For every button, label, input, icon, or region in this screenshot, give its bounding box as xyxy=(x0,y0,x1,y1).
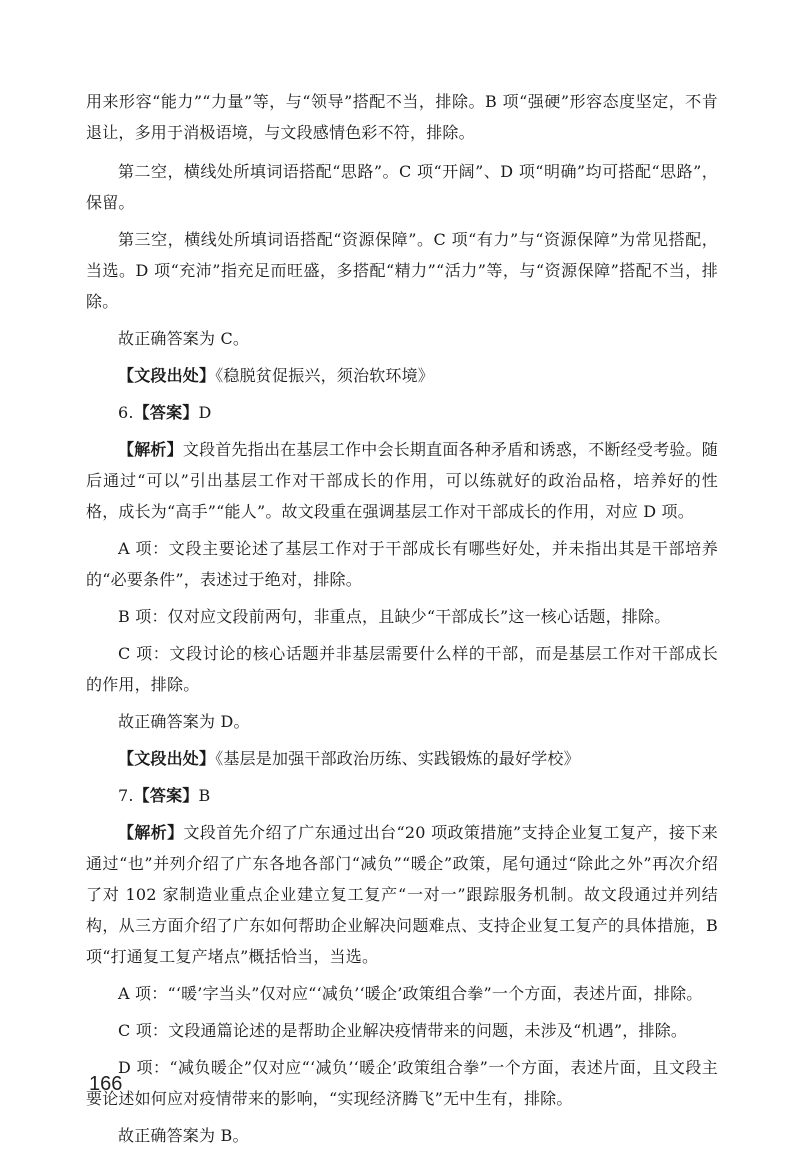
section-label: 【文段出处】 xyxy=(118,366,216,385)
paragraph xyxy=(86,978,718,1009)
paragraph xyxy=(86,706,718,737)
labeled-paragraph xyxy=(86,397,718,428)
paragraph-text: C 项：文段讨论的核心话题并非基层需要什么样的干部，而是基层工作对干部成长的作用，排除。 xyxy=(86,644,718,694)
labeled-paragraph xyxy=(86,780,718,811)
paragraph-text: B xyxy=(198,786,211,805)
page-number: 166 xyxy=(89,1073,123,1095)
paragraph-text: 用来形容“能力”“力量”等，与“领导”搭配不当，排除。B 项“强硬”形容态度坚定，不肯退让，多用于消极语境，与文段感情色彩不符，排除。 xyxy=(86,92,718,142)
paragraph-text: 第二空，横线处所填词语搭配“思路”。C 项“开阔”、D 项“明确”均可搭配“思路”，保留。 xyxy=(86,162,718,212)
paragraph xyxy=(86,1015,718,1046)
section-label: 【答案】 xyxy=(133,786,199,805)
paragraph-text: B 项：仅对应文段前两句，非重点，且缺少“干部成长”这一核心话题，排除。 xyxy=(118,607,671,626)
paragraph xyxy=(86,1052,718,1114)
paragraph-text: A 项：“‘暖’字当头”仅对应“‘减负’‘暖企’政策组合拳”一个方面，表述片面，排除。 xyxy=(118,984,703,1003)
paragraph xyxy=(86,601,718,632)
paragraph-text: D 项：“减负暖企”仅对应“‘减负’‘暖企’政策组合拳”一个方面，表述片面，且文段主要论述如何应对疫情带来的影响，“实现经济腾飞”无中生有，排除。 xyxy=(86,1058,718,1108)
paragraph-text: A 项：文段主要论述了基层工作对于干部成长有哪些好处，并未指出其是干部培养的“必要条件”，表述过于绝对，排除。 xyxy=(86,539,718,589)
paragraph xyxy=(86,86,718,148)
section-label: 【解析】 xyxy=(118,440,183,459)
section-label: 【答案】 xyxy=(133,403,199,422)
section-label: 【解析】 xyxy=(118,823,184,842)
paragraph-text: 故正确答案为 B。 xyxy=(118,1126,249,1145)
paragraph-text: D xyxy=(198,403,212,422)
labeled-paragraph xyxy=(86,360,718,391)
paragraph xyxy=(86,1120,718,1151)
paragraph-text: 故正确答案为 D。 xyxy=(118,712,250,731)
paragraph-text: 第三空，横线处所填词语搭配“资源保障”。C 项“有力”与“资源保障”为常见搭配，当选。D 项“充沛”指充足而旺盛，多搭配“精力”“活力”等，与“资源保障”搭配不当，排除。 xyxy=(86,230,718,311)
paragraph xyxy=(86,224,718,317)
paragraph xyxy=(86,156,718,218)
question-number: 7. xyxy=(118,786,134,805)
paragraph xyxy=(86,638,718,700)
paragraph xyxy=(86,533,718,595)
page-body xyxy=(86,86,718,1157)
labeled-paragraph xyxy=(86,434,718,527)
question-number: 6. xyxy=(118,403,134,422)
paragraph xyxy=(86,323,718,354)
paragraph-text: 文段首先指出在基层工作中会长期直面各种矛盾和诱惑，不断经受考验。随后通过“可以”引出基层工作对干部成长的作用，可以练就好的政治品格，培养好的性格，成长为“高手”“能人”。故文段重在强调基层工作对干部成长的作用，对应 D 项。 xyxy=(86,440,718,521)
labeled-paragraph xyxy=(86,743,718,774)
paragraph-text: 《稳脱贫促振兴，须治软环境》 xyxy=(215,366,435,385)
paragraph-text: 故正确答案为 C。 xyxy=(118,329,250,348)
section-label: 【文段出处】 xyxy=(118,749,216,768)
paragraph-text: 文段首先介绍了广东通过出台“20 项政策措施”支持企业复工复产，接下来通过“也”并列介绍了广东各地各部门“减负”“暖企”政策，尾句通过“除此之外”再次介绍了对 102 家制造业重点企业建立复工复产“一对一”跟踪服务机制。故文段通过并列结构，从三方面介绍了广东如何帮助企业解决问题难点、支持企业复工复产的具体措施，B 项“打通复工复产堵点”概括恰当，当选。 xyxy=(86,823,718,966)
paragraph-text: 《基层是加强干部政治历练、实践锻炼的最好学校》 xyxy=(215,749,580,768)
labeled-paragraph xyxy=(86,817,718,972)
paragraph-text: C 项：文段通篇论述的是帮助企业解决疫情带来的问题，未涉及“机遇”，排除。 xyxy=(118,1021,688,1040)
